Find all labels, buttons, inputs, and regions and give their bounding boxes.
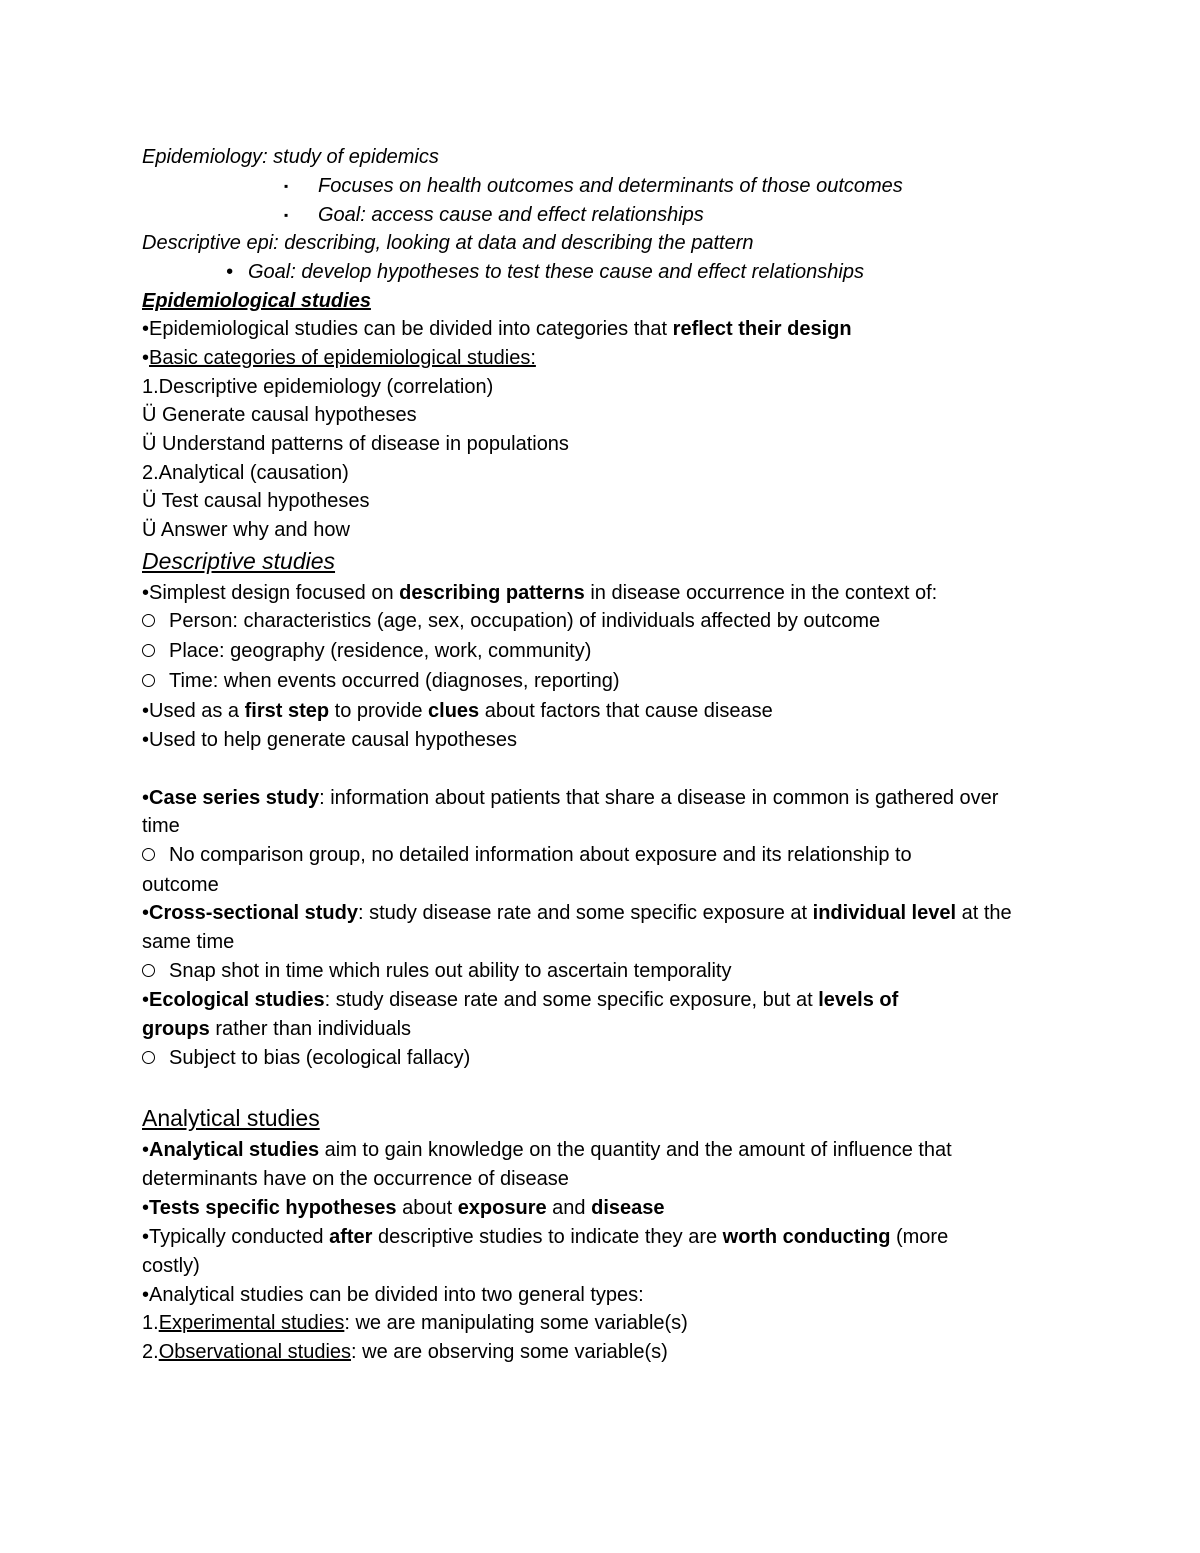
text-run: •Typically conducted	[142, 1226, 330, 1248]
text-run: time	[142, 815, 180, 837]
intro-text: Descriptive epi: describing, looking at data and describing the pattern	[142, 232, 754, 254]
bullet: •	[142, 787, 150, 809]
body-line	[142, 813, 180, 839]
text-run: outcome	[142, 874, 219, 896]
bold-run: clues	[428, 700, 480, 722]
body-line	[142, 402, 417, 428]
body-line	[142, 488, 370, 514]
body-line	[142, 1224, 948, 1250]
bold-run: describing patterns	[399, 582, 585, 604]
circle-bullet-icon	[142, 1051, 155, 1064]
intro-sub-text: Focuses on health outcomes and determinants of those outcomes	[318, 175, 903, 197]
circle-bullet-icon	[142, 614, 155, 627]
circle-bullet-icon	[142, 964, 155, 977]
text-run: 1.Descriptive epidemiology (correlation)	[142, 376, 494, 398]
body-line	[142, 727, 517, 753]
text-run: and	[546, 1197, 592, 1219]
intro-line	[142, 144, 439, 170]
body-line	[142, 431, 569, 457]
bold-run: Ecological studies	[149, 989, 325, 1011]
bold-run: exposure	[457, 1197, 547, 1219]
intro-sub-item	[226, 259, 864, 285]
heading-text: Descriptive studies	[142, 548, 336, 574]
intro-text: Epidemiology: study of epidemics	[142, 146, 439, 168]
text-run: Place: geography (residence, work, community)	[169, 640, 592, 662]
circle-bullet-icon	[142, 644, 155, 657]
dot-bullet-icon: •	[226, 261, 234, 283]
bold-run: first step	[244, 700, 330, 722]
square-bullet-icon: ▪	[284, 208, 289, 222]
text-run: Ü Generate causal hypotheses	[142, 404, 417, 426]
text-run: costly)	[142, 1255, 200, 1277]
text-run: 1.	[142, 1312, 159, 1334]
text-run: aim to gain knowledge on the quantity and the amount of influence that	[319, 1139, 952, 1161]
body-line	[142, 785, 998, 811]
body-line	[142, 987, 898, 1013]
intro-sub-item	[284, 202, 704, 228]
heading-text: Analytical studies	[142, 1105, 320, 1131]
circle-item	[142, 608, 880, 634]
text-run: Ü Test causal hypotheses	[142, 490, 370, 512]
bold-run: levels of	[818, 989, 899, 1011]
circle-bullet-icon	[142, 674, 155, 687]
underline-run: Basic categories of epidemiological studies:	[149, 347, 536, 369]
body-line	[142, 1253, 200, 1279]
body-line	[142, 1310, 688, 1336]
text-run: at the	[956, 902, 1012, 924]
section-heading	[142, 1105, 320, 1131]
text-run: : we are manipulating some variable(s)	[344, 1312, 688, 1334]
text-run: 2.Analytical (causation)	[142, 462, 349, 484]
text-run: in disease occurrence in the context of:	[584, 582, 938, 604]
circle-item	[142, 668, 620, 694]
intro-sub-item	[284, 173, 903, 199]
text-run: •Analytical studies can be divided into two general types:	[142, 1284, 644, 1306]
text-run: : study disease rate and some specific exposure at	[357, 902, 813, 924]
bold-run: reflect their design	[672, 318, 852, 340]
body-line	[142, 1282, 644, 1308]
bold-run: worth conducting	[722, 1226, 891, 1248]
text-run: (more	[890, 1226, 949, 1248]
bold-run: Cross-sectional study	[149, 902, 358, 924]
bold-run: groups	[142, 1018, 210, 1040]
bold-run: Case series study	[149, 787, 320, 809]
underline-run: Experimental studies	[158, 1312, 345, 1334]
body-line	[142, 1166, 569, 1192]
body-line	[142, 872, 219, 898]
bullet: •	[142, 1139, 150, 1161]
bullet: •	[142, 989, 150, 1011]
heading-text: Epidemiological studies	[142, 290, 371, 312]
text-run: : we are observing some variable(s)	[351, 1341, 668, 1363]
text-run: Subject to bias (ecological fallacy)	[169, 1047, 471, 1069]
text-run: about	[396, 1197, 458, 1219]
bold-run: individual level	[812, 902, 957, 924]
bullet: •	[142, 902, 150, 924]
text-run: Time: when events occurred (diagnoses, reporting)	[169, 670, 620, 692]
text-run: same time	[142, 931, 235, 953]
text-run: •Simplest design focused on	[142, 582, 400, 604]
body-line	[142, 1137, 952, 1163]
text-run: Person: characteristics (age, sex, occupation) of individuals affected by outcome	[169, 610, 881, 632]
body-line	[142, 1016, 411, 1042]
text-run: descriptive studies to indicate they are	[372, 1226, 723, 1248]
text-run: Ü Answer why and how	[142, 519, 350, 541]
section-heading	[142, 288, 371, 314]
text-run: Ü Understand patterns of disease in populations	[142, 433, 569, 455]
circle-item	[142, 842, 912, 868]
bold-run: Analytical studies	[149, 1139, 320, 1161]
underline-run: Observational studies	[158, 1341, 352, 1363]
text-run: No comparison group, no detailed information about exposure and its relationship to	[169, 844, 912, 866]
text-run: •Epidemiological studies can be divided into categories that	[142, 318, 673, 340]
circle-item	[142, 638, 591, 664]
bullet: •	[142, 347, 150, 369]
text-run: about factors that cause disease	[479, 700, 773, 722]
intro-sub-text: Goal: develop hypotheses to test these cause and effect relationships	[248, 261, 864, 283]
bold-run: disease	[591, 1197, 665, 1219]
body-line	[142, 517, 350, 543]
section-heading	[142, 548, 335, 574]
text-run: Snap shot in time which rules out ability to ascertain temporality	[169, 960, 732, 982]
text-run: rather than individuals	[209, 1018, 412, 1040]
square-bullet-icon: ▪	[284, 179, 289, 193]
text-run: •Used to help generate causal hypotheses	[142, 729, 518, 751]
text-run: : study disease rate and some specific exposure, but at	[324, 989, 819, 1011]
bold-run: after	[329, 1226, 373, 1248]
body-line	[142, 900, 1012, 926]
bold-run: Tests specific hypotheses	[149, 1197, 397, 1219]
body-line	[142, 580, 937, 606]
body-line	[142, 1339, 668, 1365]
body-line	[142, 460, 349, 486]
text-run: •Used as a	[142, 700, 245, 722]
text-run: determinants have on the occurrence of disease	[142, 1168, 569, 1190]
body-line	[142, 345, 536, 371]
body-line	[142, 929, 234, 955]
body-line	[142, 316, 852, 342]
circle-bullet-icon	[142, 848, 155, 861]
circle-item	[142, 1045, 470, 1071]
bullet: •	[142, 1197, 150, 1219]
intro-line	[142, 230, 753, 256]
text-run: to provide	[329, 700, 429, 722]
body-line	[142, 698, 773, 724]
intro-sub-text: Goal: access cause and effect relationships	[318, 204, 704, 226]
body-line	[142, 374, 493, 400]
circle-item	[142, 958, 732, 984]
text-run: : information about patients that share a disease in common is gathered over	[319, 787, 999, 809]
body-line	[142, 1195, 665, 1221]
text-run: 2.	[142, 1341, 159, 1363]
